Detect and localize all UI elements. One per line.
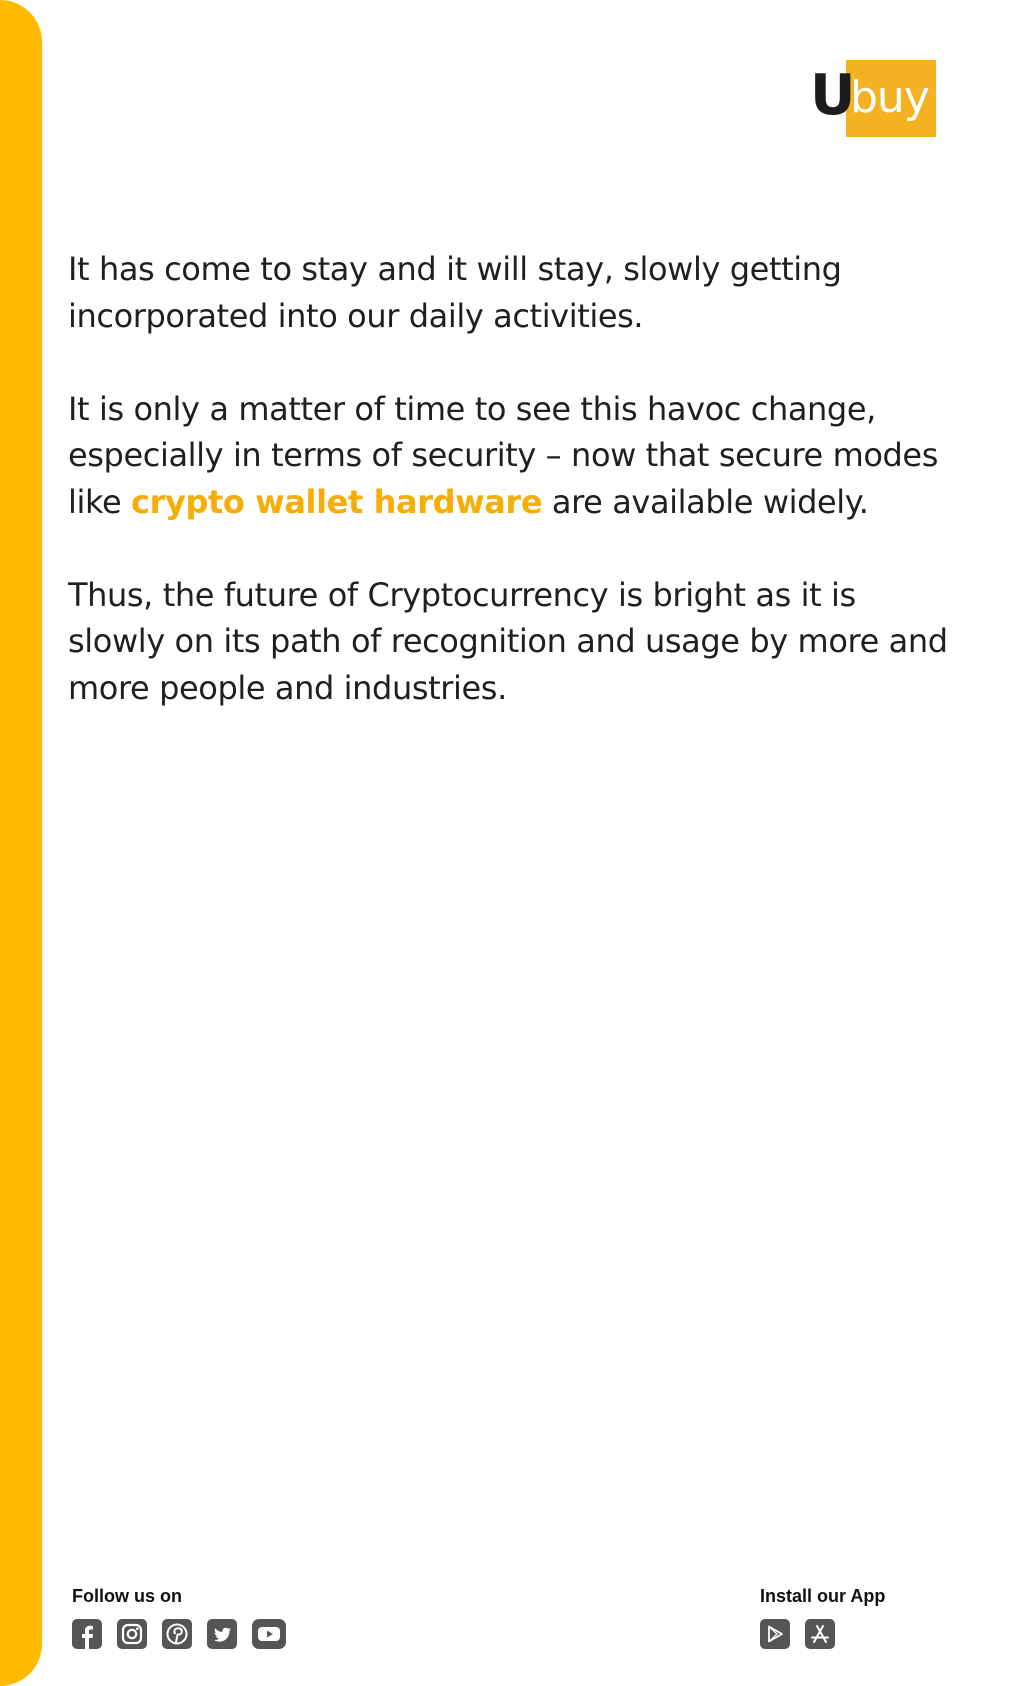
install-label: Install our App (760, 1586, 886, 1606)
side-accent-stripe (0, 0, 42, 1686)
instagram-icon[interactable] (117, 1619, 147, 1649)
follow-section (72, 1585, 332, 1649)
follow-label: Follow us on (72, 1586, 182, 1606)
crypto-wallet-hardware-link[interactable]: crypto wallet hardware (131, 482, 543, 521)
pinterest-icon[interactable] (162, 1619, 192, 1649)
paragraph-3: Thus, the future of Cryptocurrency is bright as it is slowly on its path of recognition and usage by more and more people and industries. (68, 575, 948, 707)
app-store-icon[interactable] (805, 1619, 835, 1649)
install-section (760, 1585, 940, 1649)
paragraph-2-text-after: are available widely. (542, 482, 869, 521)
article-body (68, 246, 948, 758)
youtube-icon[interactable] (252, 1619, 286, 1649)
paragraph-1: It has come to stay and it will stay, slowly getting incorporated into our daily activities. (68, 250, 842, 335)
google-play-icon[interactable] (760, 1619, 790, 1649)
logo-text: buy (850, 72, 929, 123)
app-icons-row (760, 1619, 940, 1649)
paragraph-2-text-before: It is only a matter of time to see this havoc change, especially in terms of security – now that secure modes like (68, 389, 938, 521)
paragraph-2 (68, 386, 948, 526)
logo-letter: U (810, 63, 856, 128)
ubuy-logo[interactable] (810, 60, 936, 138)
facebook-icon[interactable] (72, 1619, 102, 1649)
twitter-icon[interactable] (207, 1619, 237, 1649)
social-icons-row (72, 1619, 332, 1649)
